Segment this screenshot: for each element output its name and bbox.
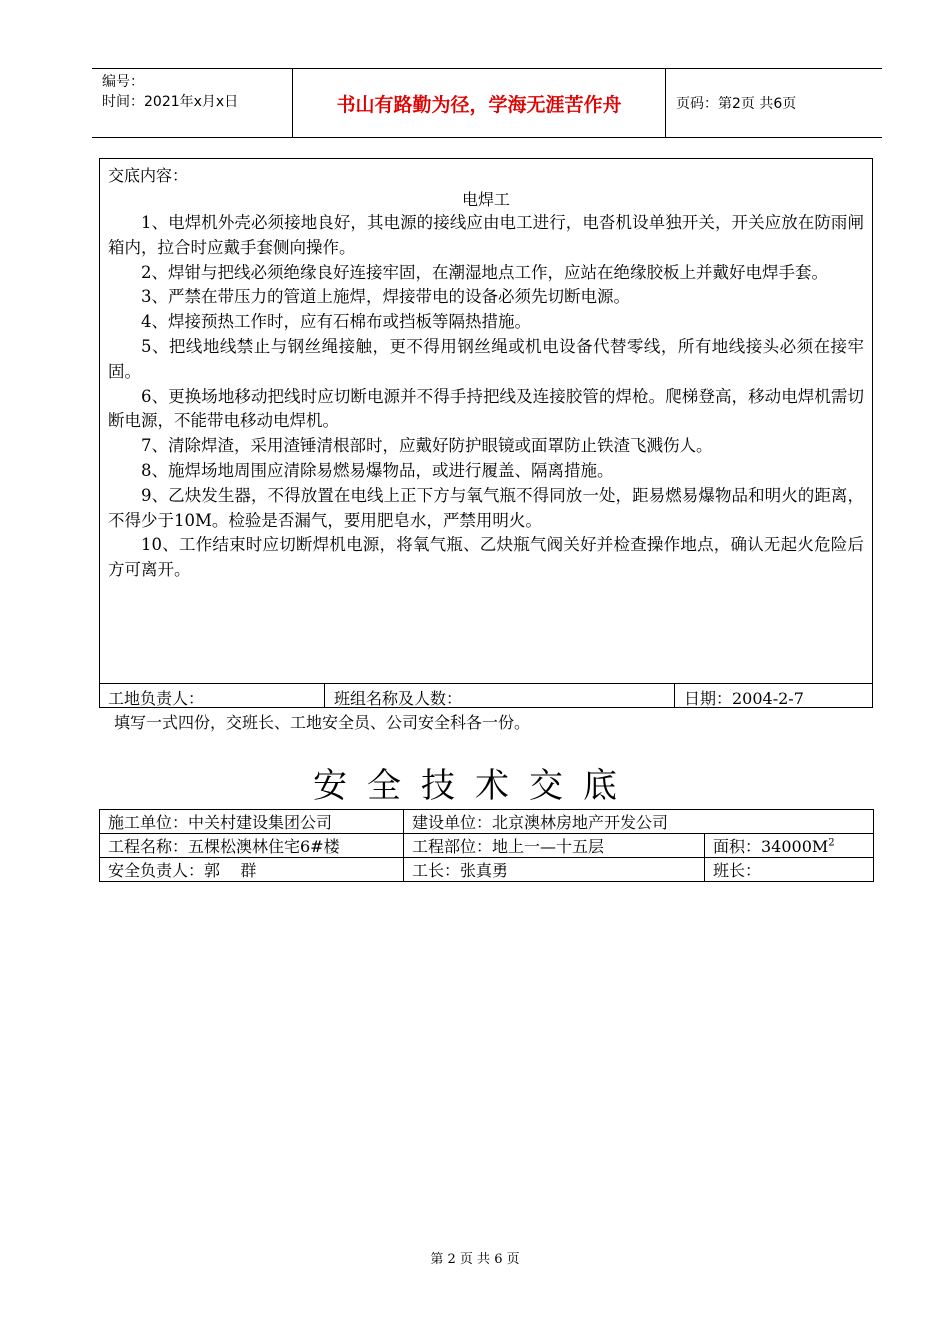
header-motto: 书山有路勤为径，学海无涯苦作舟 <box>292 69 666 137</box>
disclosure-item: 2、焊钳与把线必须绝缘良好连接牢固，在潮湿地点工作，应站在绝缘胶板上并戴好电焊手套。 <box>141 262 828 282</box>
disclosure-item: 1、电焊机外壳必须接地良好，其电源的接线应由电工进行，电沓机设单独开关，开关应放在防雨闸箱内，拉合时应戴手套侧向操作。 <box>108 213 864 257</box>
disclosure-item: 4、焊接预热工作时，应有石棉布或挡板等隔热措施。 <box>141 312 531 332</box>
disclosure-item: 6、更换场地移动把线时应切断电源并不得手持把线及连接胶管的焊枪。爬梯登高，移动电焊机需切断电源，不能带电移动电焊机。 <box>108 386 864 431</box>
page-header <box>92 68 882 138</box>
team-leader-cell: 班长： <box>705 858 874 882</box>
safety-leader-cell: 安全负责人：郭 群 <box>100 858 404 882</box>
date-field: 日期：2004-2-7 <box>684 689 804 708</box>
team-field: 班组名称及人数： <box>334 689 463 708</box>
project-name-cell: 工程名称：五棵松澳林住宅6#楼 <box>100 834 404 858</box>
area-cell <box>705 834 874 858</box>
disclosure-box <box>99 158 873 708</box>
table-row <box>100 834 874 858</box>
table-row <box>100 858 874 882</box>
disclosure-heading: 电焊工 <box>461 190 510 209</box>
header-meta <box>92 69 292 137</box>
disclosure-item: 10、工作结束时应切断焊机电源，将氧气瓶、乙炔瓶气阀关好并检查操作地点，确认无起火危险后方可离开。 <box>108 535 864 580</box>
project-info-table <box>99 809 874 882</box>
table-row <box>100 810 874 834</box>
area-superscript: 2 <box>828 837 835 849</box>
document-title: 安全技术交底 <box>313 766 637 806</box>
page-footer: 第 2 页 共 6 页 <box>430 1252 520 1267</box>
builder-unit-cell: 建设单位：北京澳林房地产开发公司 <box>404 810 874 834</box>
disclosure-item: 3、严禁在带压力的管道上施焊，焊接带电的设备必须先切断电源。 <box>141 287 630 307</box>
disclosure-item: 7、清除焊渣，采用渣锤清根部时，应戴好防护眼镜或面罩防止铁渣飞溅伤人。 <box>141 436 713 456</box>
disclosure-content <box>108 211 864 583</box>
construction-unit-cell: 施工单位：中关村建设集团公司 <box>100 810 404 834</box>
page-number-label: 页码：第2页 共6页 <box>676 96 797 112</box>
time-label: 时间：2021年x月x日 <box>102 94 239 110</box>
signature-row <box>100 683 872 708</box>
divider <box>324 684 325 708</box>
area-value: 面积：34000M <box>713 837 829 856</box>
project-part-cell: 工程部位：地上一—十五层 <box>404 834 705 858</box>
disclosure-item: 5、把线地线禁止与钢丝绳接触，更不得用钢丝绳或机电设备代替零线，所有地线接头必须在接牢固。 <box>108 336 864 381</box>
foreman-cell: 工长：张真勇 <box>404 858 705 882</box>
disclosure-label: 交底内容： <box>108 166 189 185</box>
copies-note: 填写一式四份，交班长、工地安全员、公司安全科各一份。 <box>114 713 531 732</box>
disclosure-item: 8、施焊场地周围应清除易燃易爆物品，或进行履盖、隔离措施。 <box>141 460 614 480</box>
disclosure-item: 9、乙炔发生器，不得放置在电线上正下方与氧气瓶不得同放一处，距易燃易爆物品和明火的距离，不得少于10M。检验是否漏气，要用肥皂水，严禁用明火。 <box>108 485 864 530</box>
site-leader-field: 工地负责人： <box>108 689 205 708</box>
code-label: 编号： <box>102 74 144 90</box>
divider <box>674 684 675 708</box>
